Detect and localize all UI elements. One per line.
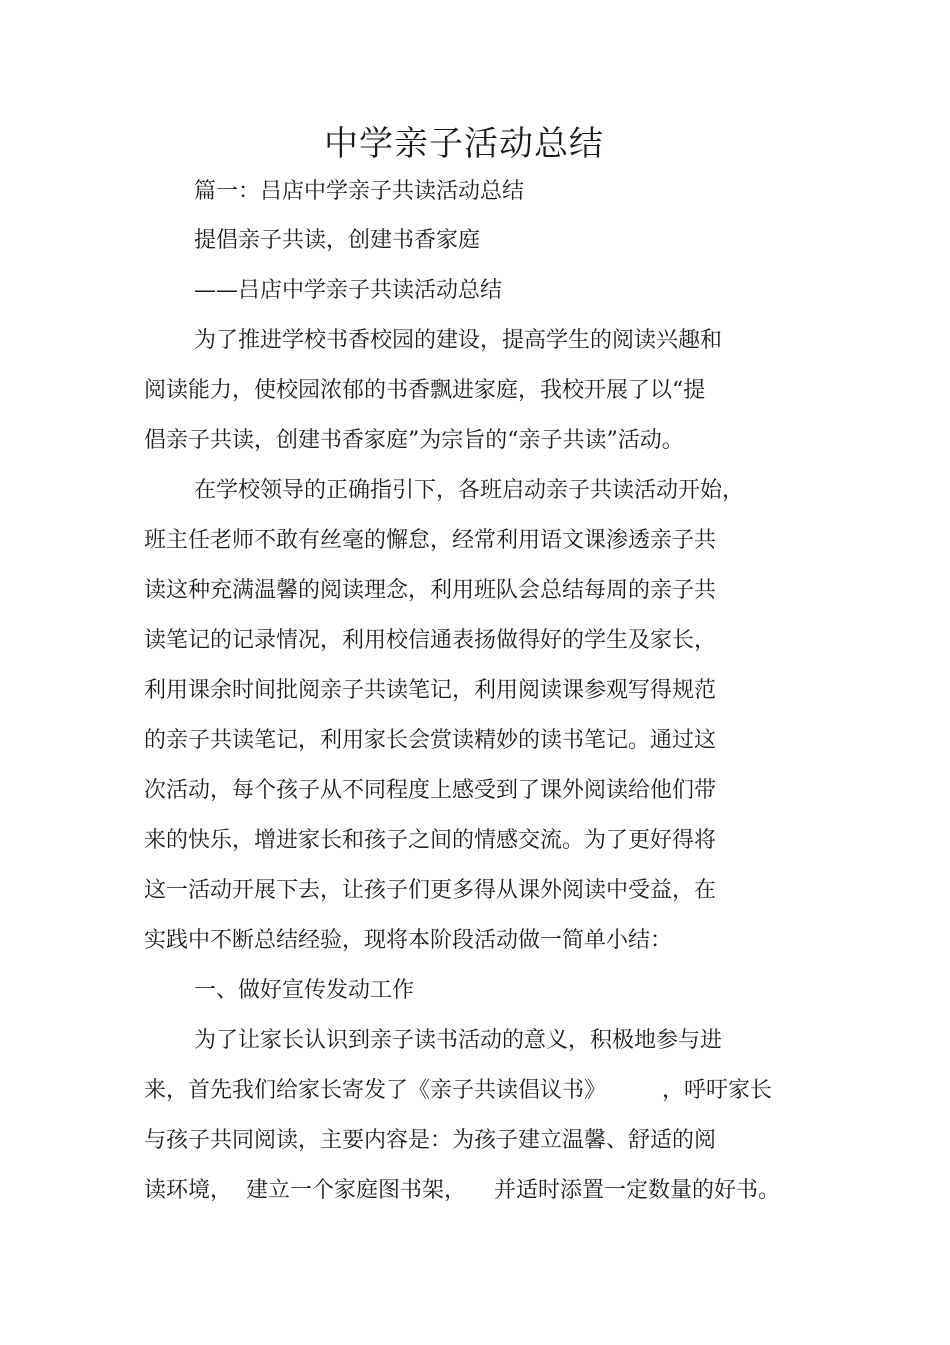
paragraph-line: 来，首先我们给家长寄发了《亲子共读倡议书》 ，呼吁家长 [144, 1078, 772, 1103]
paragraph-line: 阅读能力，使校园浓郁的书香飘进家庭，我校开展了以“提 [144, 378, 706, 403]
paragraph-line: 在学校领导的正确指引下，各班启动亲子共读活动开始， [194, 478, 745, 503]
paragraph-line: 读笔记的记录情况，利用校信通表扬做得好的学生及家长， [144, 628, 717, 653]
paragraph-line: 来的快乐，增进家长和孩子之间的情感交流。为了更好得将 [144, 828, 717, 853]
paragraph-line: 实践中不断总结经验，现将本阶段活动做一简单小结： [144, 928, 673, 953]
paragraph-line: 的亲子共读笔记，利用家长会赏读精妙的读书笔记。通过这 [144, 728, 717, 753]
paragraph-line: 利用课余时间批阅亲子共读笔记，利用阅读课参观写得规范 [144, 678, 717, 703]
paragraph-line: 班主任老师不敢有丝毫的懈怠，经常利用语文课渗透亲子共 [144, 528, 717, 553]
section-heading: 一、做好宣传发动工作 [194, 978, 415, 1003]
subtitle-source: ——吕店中学亲子共读活动总结 [194, 278, 503, 303]
paragraph-line: 与孩子共同阅读，主要内容是：为孩子建立温馨、舒适的阅 [144, 1128, 717, 1153]
document-title: 中学亲子活动总结 [324, 124, 604, 164]
subtitle: 提倡亲子共读，创建书香家庭 [194, 228, 481, 253]
paragraph-line: 读这种充满温馨的阅读理念，利用班队会总结每周的亲子共 [144, 578, 717, 603]
paragraph-line: 读环境， 建立一个家庭图书架， 并适时添置一定数量的好书。 [144, 1178, 780, 1203]
paragraph-line: 为了让家长认识到亲子读书活动的意义，积极地参与进 [194, 1028, 723, 1053]
paragraph-line: 次活动，每个孩子从不同程度上感受到了课外阅读给他们带 [144, 778, 717, 803]
paragraph-line: 为了推进学校书香校园的建设，提高学生的阅读兴趣和 [194, 328, 723, 353]
paragraph-line: 倡亲子共读，创建书香家庭”为宗旨的“亲子共读”活动。 [144, 428, 684, 453]
section-heading: 篇一：吕店中学亲子共读活动总结 [194, 179, 525, 204]
paragraph-line: 这一活动开展下去，让孩子们更多得从课外阅读中受益，在 [144, 878, 717, 903]
